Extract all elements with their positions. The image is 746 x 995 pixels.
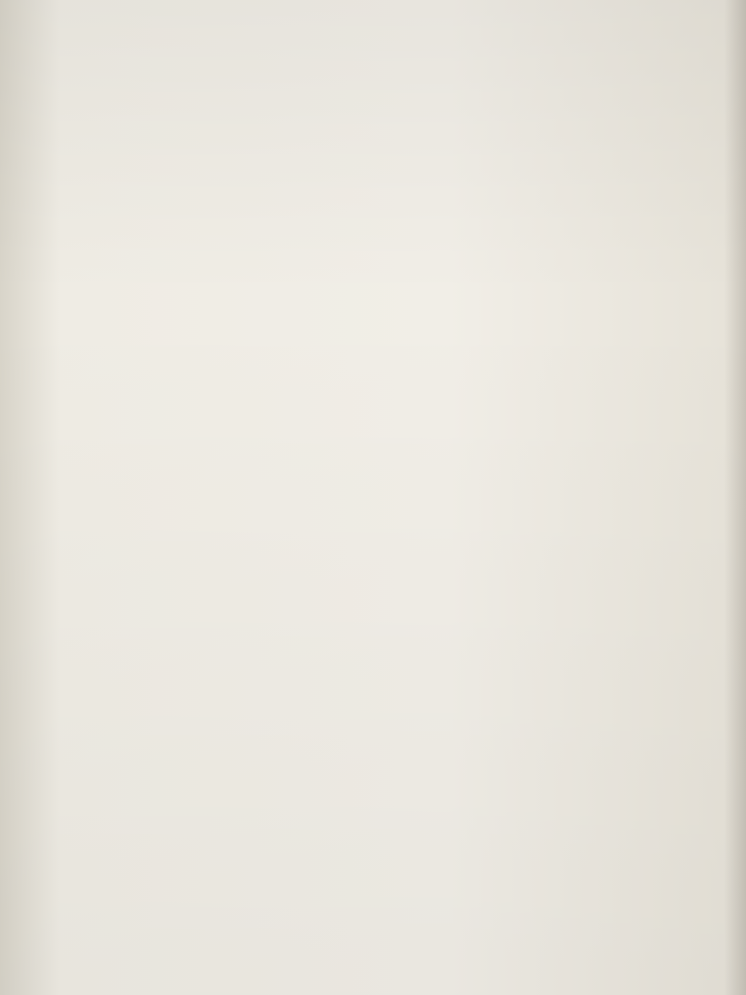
document-body: [28, 18, 718, 40]
page-edge-shadow: [724, 0, 746, 995]
